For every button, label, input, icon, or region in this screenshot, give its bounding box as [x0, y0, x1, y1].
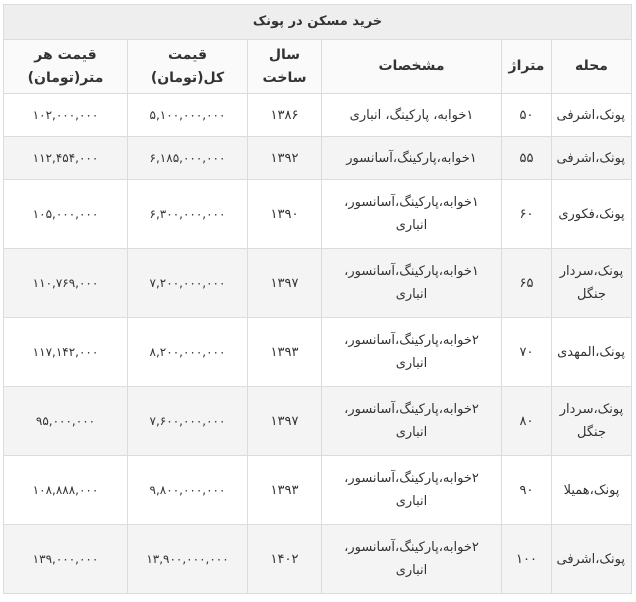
cell-size: ۸۰	[502, 387, 552, 456]
cell-year: ۱۳۹۷	[248, 249, 322, 318]
cell-size: ۶۵	[502, 249, 552, 318]
cell-area: پونک،سردار جنگل	[552, 249, 632, 318]
cell-size: ۶۰	[502, 180, 552, 249]
cell-price-per-meter: ۹۵,۰۰۰,۰۰۰	[4, 387, 128, 456]
table-row	[4, 456, 632, 525]
cell-features: ۲خوابه،پارکینگ،آسانسور، انباری	[322, 318, 502, 387]
table-row	[4, 180, 632, 249]
table-row	[4, 137, 632, 180]
header-size: متراژ	[502, 40, 552, 94]
cell-year: ۱۳۹۳	[248, 318, 322, 387]
housing-price-table	[3, 4, 632, 594]
cell-area: پونک،اشرفی	[552, 137, 632, 180]
cell-price-per-meter: ۱۱۲,۴۵۴,۰۰۰	[4, 137, 128, 180]
cell-price-per-meter: ۱۱۰,۷۶۹,۰۰۰	[4, 249, 128, 318]
cell-year: ۱۳۹۷	[248, 387, 322, 456]
table-row	[4, 318, 632, 387]
cell-area: پونک،سردار جنگل	[552, 387, 632, 456]
cell-price-per-meter: ۱۰۵,۰۰۰,۰۰۰	[4, 180, 128, 249]
cell-area: پونک،اشرفی	[552, 94, 632, 137]
cell-year: ۱۳۹۲	[248, 137, 322, 180]
table-row	[4, 94, 632, 137]
cell-area: پونک،المهدی	[552, 318, 632, 387]
cell-size: ۷۰	[502, 318, 552, 387]
header-total-price: قیمت کل(تومان)	[128, 40, 248, 94]
cell-total-price: ۵,۱۰۰,۰۰۰,۰۰۰	[128, 94, 248, 137]
housing-price-table-container	[4, 4, 632, 594]
cell-features: ۱خوابه،پارکینگ،آسانسور، انباری	[322, 249, 502, 318]
header-year: سال ساخت	[248, 40, 322, 94]
table-title: خرید مسکن در پونک	[3, 4, 632, 39]
cell-total-price: ۹,۸۰۰,۰۰۰,۰۰۰	[128, 456, 248, 525]
header-area: محله	[552, 40, 632, 94]
cell-total-price: ۷,۶۰۰,۰۰۰,۰۰۰	[128, 387, 248, 456]
cell-size: ۱۰۰	[502, 525, 552, 594]
cell-total-price: ۱۳,۹۰۰,۰۰۰,۰۰۰	[128, 525, 248, 594]
cell-size: ۹۰	[502, 456, 552, 525]
cell-total-price: ۶,۱۸۵,۰۰۰,۰۰۰	[128, 137, 248, 180]
cell-features: ۱خوابه،پارکینگ،آسانسور	[322, 137, 502, 180]
cell-features: ۲خوابه،پارکینگ،آسانسور، انباری	[322, 387, 502, 456]
table-row	[4, 249, 632, 318]
cell-features: ۱خوابه،پارکینگ،آسانسور، انباری	[322, 180, 502, 249]
cell-size: ۵۵	[502, 137, 552, 180]
cell-features: ۱خوابه، پارکینگ، انباری	[322, 94, 502, 137]
cell-price-per-meter: ۱۳۹,۰۰۰,۰۰۰	[4, 525, 128, 594]
table-row	[4, 525, 632, 594]
cell-total-price: ۸,۲۰۰,۰۰۰,۰۰۰	[128, 318, 248, 387]
cell-features: ۲خوابه،پارکینگ،آسانسور، انباری	[322, 456, 502, 525]
cell-total-price: ۷,۲۰۰,۰۰۰,۰۰۰	[128, 249, 248, 318]
cell-area: پونک،فکوری	[552, 180, 632, 249]
cell-total-price: ۶,۳۰۰,۰۰۰,۰۰۰	[128, 180, 248, 249]
table-row	[4, 387, 632, 456]
cell-year: ۱۳۹۳	[248, 456, 322, 525]
cell-year: ۱۴۰۲	[248, 525, 322, 594]
cell-price-per-meter: ۱۰۸,۸۸۸,۰۰۰	[4, 456, 128, 525]
cell-area: پونک،اشرفی	[552, 525, 632, 594]
cell-size: ۵۰	[502, 94, 552, 137]
header-price-per-meter: قیمت هر متر(تومان)	[4, 40, 128, 94]
cell-year: ۱۳۹۰	[248, 180, 322, 249]
cell-area: پونک،همیلا	[552, 456, 632, 525]
cell-features: ۲خوابه،پارکینگ،آسانسور، انباری	[322, 525, 502, 594]
header-features: مشخصات	[322, 40, 502, 94]
cell-year: ۱۳۸۶	[248, 94, 322, 137]
cell-price-per-meter: ۱۰۲,۰۰۰,۰۰۰	[4, 94, 128, 137]
cell-price-per-meter: ۱۱۷,۱۴۲,۰۰۰	[4, 318, 128, 387]
table-header-row	[4, 40, 632, 94]
